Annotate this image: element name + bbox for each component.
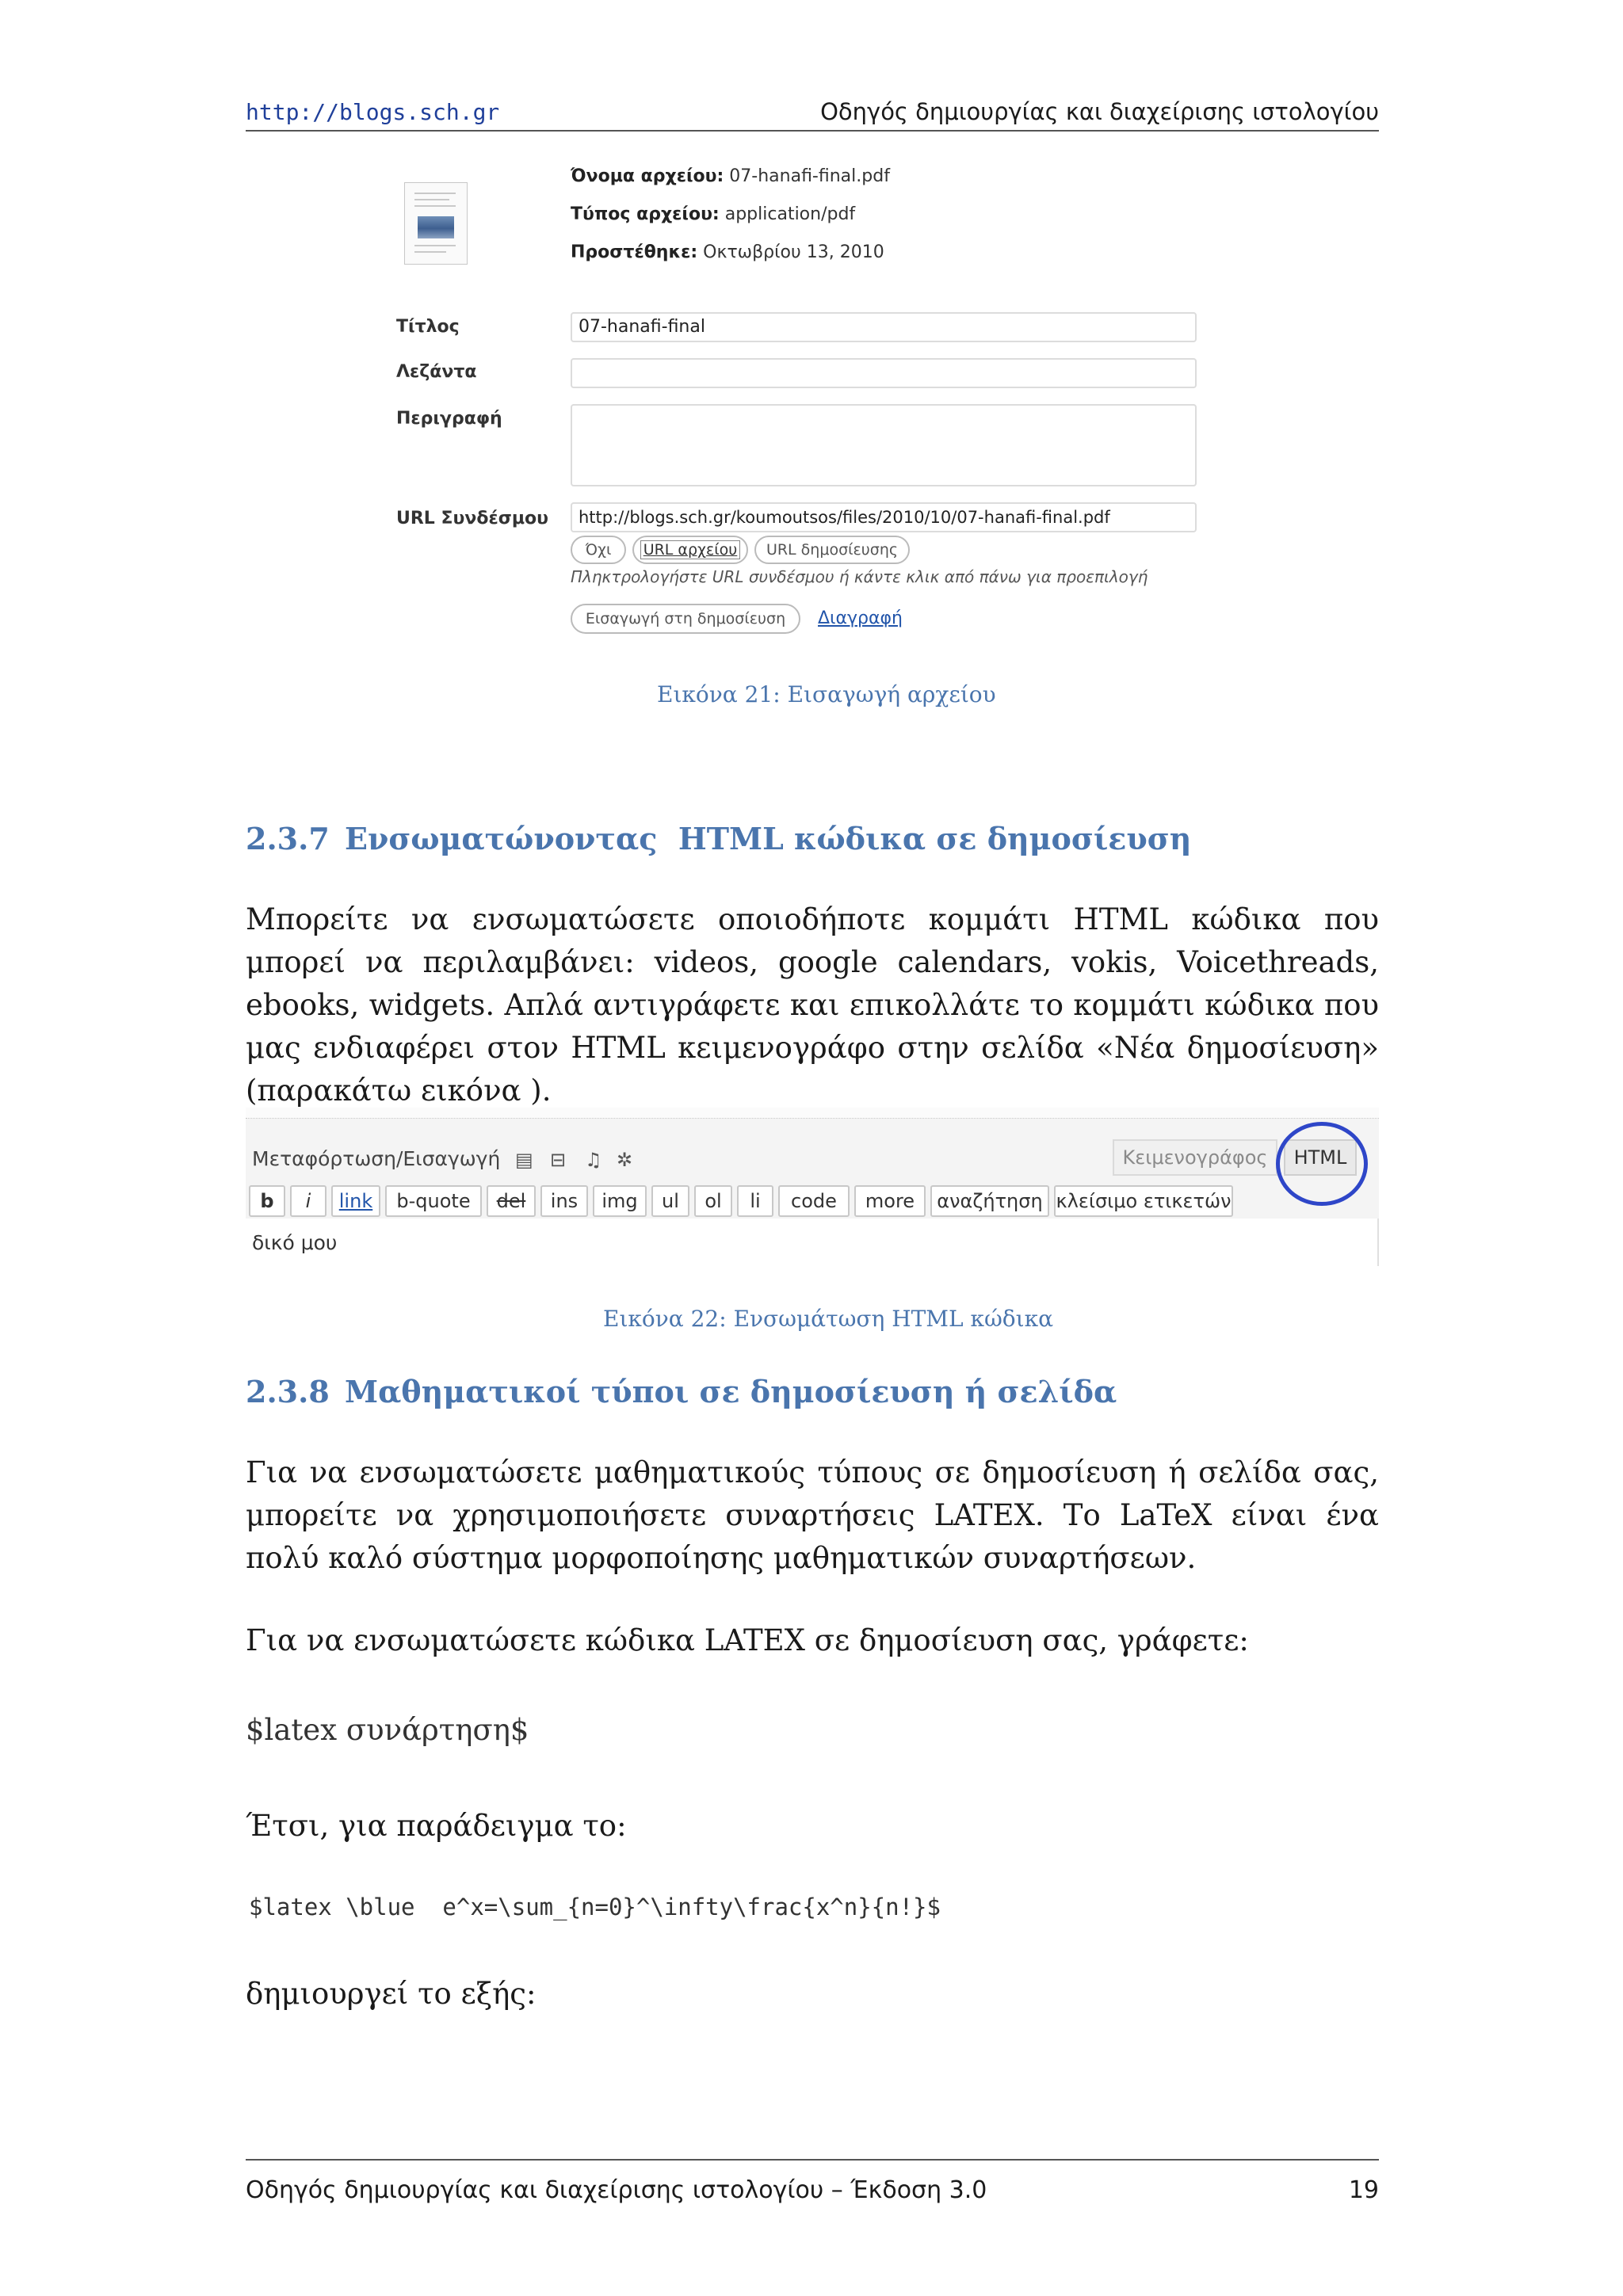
tab-html[interactable]: HTML [1284,1139,1357,1176]
title-label: Τίτλος [396,317,460,337]
link-url-hint: Πληκτρολογήστε URL συνδέσμου ή κάντε κλικ από πάνω για προεπιλογή [571,567,1148,586]
qt-img-button[interactable]: img [593,1185,647,1217]
page-footer [246,2159,1379,2206]
qt-close-tags-button[interactable]: κλείσιμο ετικετών [1054,1185,1233,1217]
editor-content: δικό μου [252,1231,338,1254]
file-name-label: Όνομα αρχείου: [571,166,724,186]
header-doc-title: Οδηγός δημιουργίας και διαχείρισης ιστολογίου [820,98,1379,125]
file-name-row [571,166,890,186]
figure-attachment-details [388,158,1220,650]
none-button[interactable]: Όχι [571,536,626,564]
figure-22-caption: Εικόνα 22: Ενσωμάτωση HTML κώδικα [603,1306,1054,1332]
description-textarea[interactable] [571,404,1197,486]
footer-title: Οδηγός δημιουργίας και διαχείρισης ιστολογίου – Έκδοση 3.0 [246,2176,987,2204]
section-heading-2-3-7 [246,821,1191,856]
qt-more-button[interactable]: more [854,1185,926,1217]
section-heading-2-3-8 [246,1374,1117,1409]
media-icon[interactable]: ✲ [617,1149,633,1171]
section-number: 2.3.7 [246,821,330,856]
description-label: Περιγραφή [396,409,502,429]
caption-input[interactable] [571,358,1197,388]
qt-code-button[interactable]: code [778,1185,850,1217]
video-icon[interactable]: ⊟ [550,1149,567,1171]
latex-example-code: $latex \blue e^x=\sum_{n=0}^\infty\frac{x^n}{n!}$ [249,1894,941,1920]
qt-ol-button[interactable]: ol [694,1185,732,1217]
upload-insert-label: Μεταφόρτωση/Εισαγωγή [252,1147,501,1170]
post-url-button[interactable]: URL δημοσίευσης [754,536,910,564]
date-added-row [571,242,884,262]
qt-li-button[interactable]: li [737,1185,773,1217]
paragraph-result-intro: δημιουργεί το εξής: [246,1977,537,2011]
paragraph-math-formulas: Για να ενσωματώσετε μαθηματικούς τύπους σε δημοσίευση ή σελίδα σας, μπορείτε να χρησιμοποιήσετε συναρτήσεις LATEX. Το LaTeX είναι ένα πολύ καλό σύστημα μορφοποίησης μαθηματικών συναρτήσεων. [246,1455,1379,1575]
date-added-label: Προστέθηκε: [571,242,698,262]
qt-italic-button[interactable]: i [290,1185,327,1217]
tab-visual[interactable]: Κειμενογράφος [1113,1139,1277,1176]
toolbar-top-strip [246,1108,1379,1119]
header-url[interactable]: http://blogs.sch.gr [246,99,500,125]
date-added-value: Οκτωβρίου 13, 2010 [703,242,884,262]
file-name-value: 07-hanafi-final.pdf [729,166,890,186]
page-number: 19 [1348,2176,1379,2204]
caption-label: Λεζάντα [396,362,477,382]
section-number: 2.3.8 [246,1374,330,1409]
paragraph-latex-intro: Για να ενσωματώσετε κώδικα LATEX σε δημοσίευση σας, γράφετε: [246,1623,1249,1657]
file-type-row [571,204,855,224]
editor-textarea[interactable] [246,1219,1379,1266]
link-url-input[interactable]: http://blogs.sch.gr/koumoutsos/files/2010/10/07-hanafi-final.pdf [571,502,1197,532]
file-type-value: application/pdf [724,204,856,224]
page-header [246,93,1379,132]
qt-ins-button[interactable]: ins [540,1185,588,1217]
section-title: Ενσωματώνοντας HTML κώδικα σε δημοσίευση [345,821,1192,856]
audio-icon[interactable]: ♫ [585,1149,602,1171]
qt-link-button[interactable]: link [331,1185,380,1217]
insert-into-post-button[interactable]: Εισαγωγή στη δημοσίευση [571,604,800,634]
file-type-label: Τύπος αρχείου: [571,204,720,224]
section-title: Μαθηματικοί τύποι σε δημοσίευση ή σελίδα [345,1374,1117,1409]
qt-ul-button[interactable]: ul [651,1185,689,1217]
html-highlight-circle [1276,1122,1368,1206]
image-icon[interactable]: ▤ [515,1149,533,1171]
file-url-button[interactable] [632,536,748,564]
paragraph-embed-html: Μπορείτε να ενσωματώσετε οποιοδήποτε κομμάτι HTML κώδικα που μπορεί να περιλαμβάνει: videos, google calendars, vokis, Voicethreads, ebooks, widgets. Απλά αντιγράφετε και επικολλάτε το κομμάτι κώδικα που μας ενδιαφέρει στον HTML κειμενογράφο στην σελίδα «Νέα δημοσίευση» (παρακάτω εικόνα ). [246,902,1379,1108]
qt-lookup-button[interactable]: αναζήτηση [930,1185,1049,1217]
title-input[interactable]: 07-hanafi-final [571,312,1197,342]
qt-blockquote-button[interactable]: b-quote [385,1185,482,1217]
link-url-label: URL Συνδέσμου [396,509,549,528]
qt-del-button[interactable]: del [487,1185,536,1217]
file-url-button-label: URL αρχείου [640,540,741,559]
latex-syntax-sample: $latex συνάρτηση$ [246,1713,529,1747]
pdf-thumbnail [404,182,468,265]
delete-link[interactable]: Διαγραφή [818,608,903,628]
figure-21-caption: Εικόνα 21: Εισαγωγή αρχείου [657,681,996,707]
paragraph-example-intro: Έτσι, για παράδειγμα το: [246,1809,627,1843]
figure-html-editor [246,1108,1379,1266]
qt-bold-button[interactable]: b [249,1185,285,1217]
